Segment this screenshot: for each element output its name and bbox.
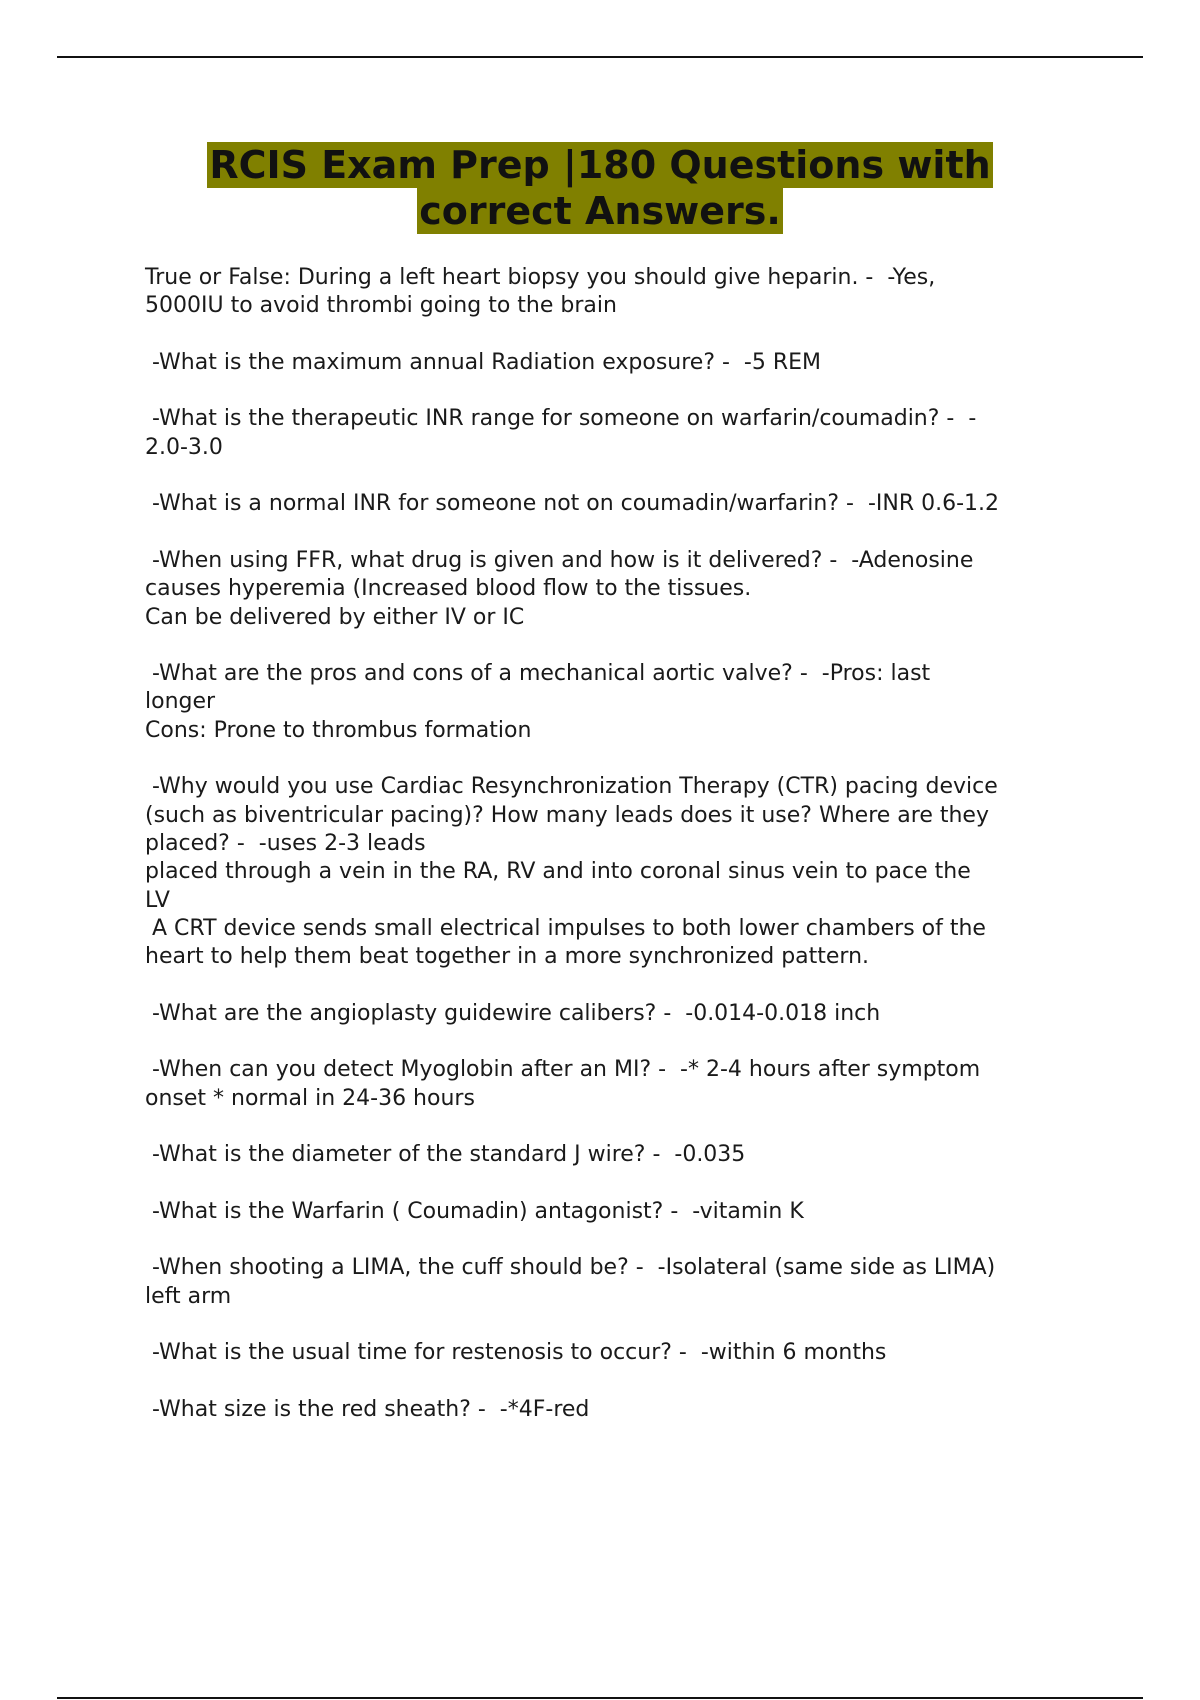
qa-item [145, 1141, 1095, 1169]
qa-line: -What is the therapeutic INR range for someone on warfarin/coumadin? - - [145, 406, 977, 432]
qa-item [145, 660, 1095, 745]
qa-line: -What is the usual time for restenosis to occur? - -within 6 months [145, 1340, 887, 1366]
qa-line: LV [145, 887, 170, 913]
qa-line: A CRT device sends small electrical impulses to both lower chambers of the [145, 915, 986, 941]
document-title [0, 142, 1200, 234]
qa-line: -What size is the red sheath? - -*4F-red [145, 1396, 590, 1422]
qa-line: -What are the pros and cons of a mechanical aortic valve? - -Pros: last [145, 661, 931, 687]
qa-line: (such as biventricular pacing)? How many leads does it use? Where are they [145, 802, 989, 828]
qa-line: left arm [145, 1283, 232, 1309]
qa-line: Cons: Prone to thrombus formation [145, 717, 532, 743]
top-rule [57, 56, 1143, 58]
qa-line: True or False: During a left heart biopsy you should give heparin. - -Yes, [145, 265, 936, 290]
qa-line: placed through a vein in the RA, RV and into coronal sinus vein to pace the [145, 859, 971, 885]
qa-line: -What is the Warfarin ( Coumadin) antagonist? - -vitamin K [145, 1198, 804, 1224]
qa-line: -What are the angioplasty guidewire calibers? - -0.014-0.018 inch [145, 1000, 881, 1026]
qa-line: -What is the diameter of the standard J wire? - -0.035 [145, 1142, 746, 1168]
title-line-1: RCIS Exam Prep |180 Questions with [209, 143, 991, 187]
qa-line: 2.0-3.0 [145, 434, 223, 460]
qa-item [145, 490, 1095, 518]
qa-line: -When can you detect Myoglobin after an MI? - -* 2-4 hours after symptom [145, 1057, 981, 1083]
qa-list [145, 264, 1095, 1452]
qa-line: -Why would you use Cardiac Resynchronization Therapy (CTR) pacing device [145, 774, 998, 800]
qa-line: onset * normal in 24-36 hours [145, 1085, 475, 1111]
qa-line: placed? - -uses 2-3 leads [145, 830, 426, 856]
qa-item [145, 1339, 1095, 1367]
qa-item [145, 547, 1095, 632]
title-line-2: correct Answers. [419, 189, 781, 233]
qa-line: -When shooting a LIMA, the cuff should be? - -Isolateral (same side as LIMA) [145, 1255, 996, 1281]
qa-line: Can be delivered by either IV or IC [145, 604, 525, 630]
bottom-rule [57, 1697, 1143, 1699]
qa-item [145, 264, 1095, 321]
qa-item [145, 349, 1095, 377]
qa-item [145, 405, 1095, 462]
qa-item [145, 1198, 1095, 1226]
qa-line: -When using FFR, what drug is given and how is it delivered? - -Adenosine [145, 547, 974, 573]
qa-line: -What is the maximum annual Radiation exposure? - -5 REM [145, 349, 822, 375]
qa-item [145, 1396, 1095, 1424]
qa-line: longer [145, 689, 216, 715]
qa-item [145, 1000, 1095, 1028]
qa-item [145, 1056, 1095, 1113]
qa-item [145, 773, 1095, 971]
qa-line: heart to help them beat together in a more synchronized pattern. [145, 944, 870, 970]
qa-line: causes hyperemia (Increased blood flow to the tissues. [145, 576, 752, 602]
qa-item [145, 1254, 1095, 1311]
qa-line: 5000IU to avoid thrombi going to the brain [145, 293, 617, 319]
qa-line: -What is a normal INR for someone not on coumadin/warfarin? - -INR 0.6-1.2 [145, 491, 1000, 517]
